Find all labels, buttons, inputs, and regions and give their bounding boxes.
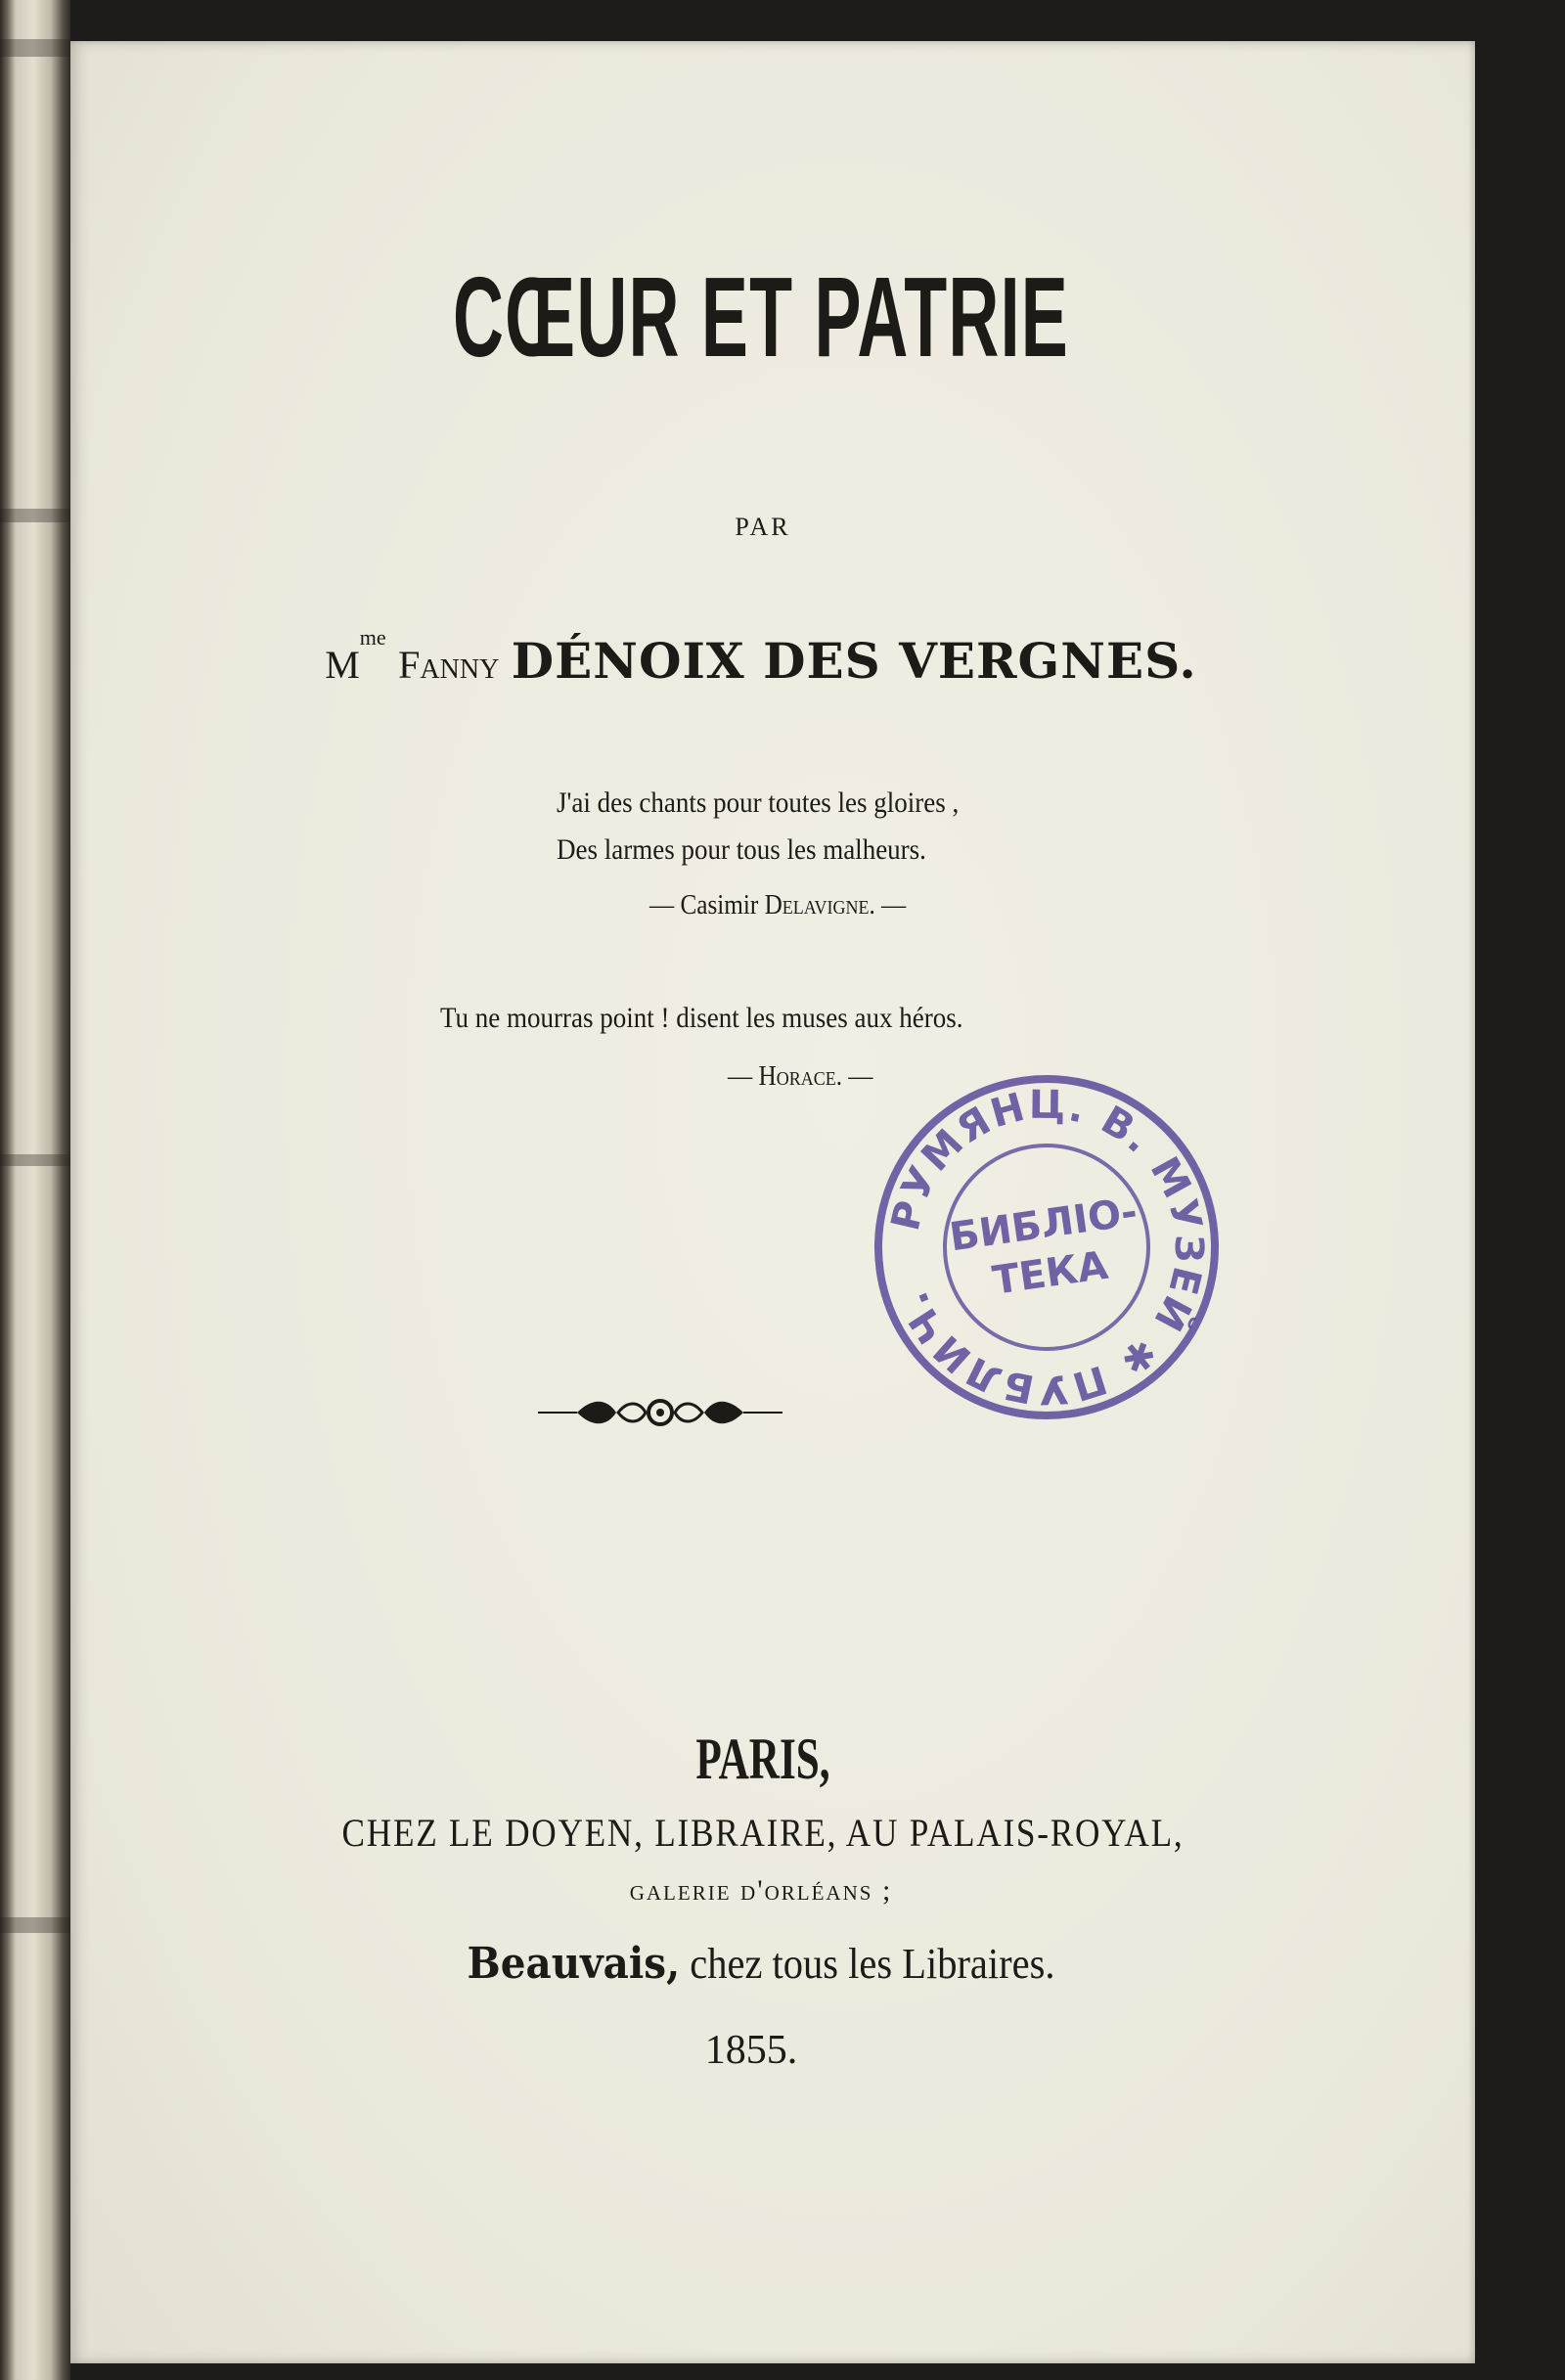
title-page [70, 41, 1475, 2363]
imprint-distribution [114, 1939, 1407, 1989]
author-prefix: M [325, 643, 360, 687]
stamp-inner-line-2: ТЕКА [989, 1242, 1111, 1304]
author-line [59, 625, 1463, 690]
stamp-outer-text: РУМЯНЦ. В. МУЗЕЙ ✱ ПУБЛИЧ. [882, 1082, 1212, 1413]
author-first-name: Fanny [398, 643, 500, 687]
imprint-gallery: galerie d'orléans ; [629, 1874, 893, 1907]
epigraph-1-line-1: J'ai des chants pour toutes les gloires , [557, 786, 960, 819]
library-stamp-icon [866, 1066, 1228, 1428]
book-spine-edge [0, 0, 70, 2380]
imprint-distribution-rest: chez tous les Libraires. [680, 1940, 1055, 1988]
imprint-year: 1855. [704, 2028, 798, 2073]
author-last-name: DÉNOIX DES VERGNES. [511, 632, 1197, 690]
book-title: CŒUR ET PATRIE [452, 253, 1070, 381]
epigraph-2-line: Tu ne mourras point ! disent les muses aux héros. [440, 1002, 963, 1034]
ornament-divider-icon [538, 1388, 782, 1437]
imprint-publisher: CHEZ LE DOYEN, LIBRAIRE, AU PALAIS-ROYAL, [341, 1811, 1185, 1855]
stamp-inner-line-1: БИБЛІО- [946, 1190, 1140, 1261]
epigraph-1-attribution-last: Delavigne. — [764, 890, 907, 921]
imprint-distribution-city: Beauvais, [467, 1939, 681, 1989]
byline-par: PAR [735, 513, 791, 541]
epigraph-1-attribution [649, 890, 906, 921]
imprint-city: PARIS, [695, 1727, 830, 1791]
epigraph-1-line-2: Des larmes pour tous les malheurs. [557, 833, 926, 866]
epigraph-2-attribution: — Horace. — [728, 1061, 873, 1092]
epigraph-1-attribution-first: — Casimir [649, 890, 759, 921]
svg-text:РУМЯНЦ. В. МУЗЕЙ ✱ ПУБЛИЧ. И [866, 1066, 1228, 1428]
author-prefix-superscript: me [359, 625, 386, 651]
